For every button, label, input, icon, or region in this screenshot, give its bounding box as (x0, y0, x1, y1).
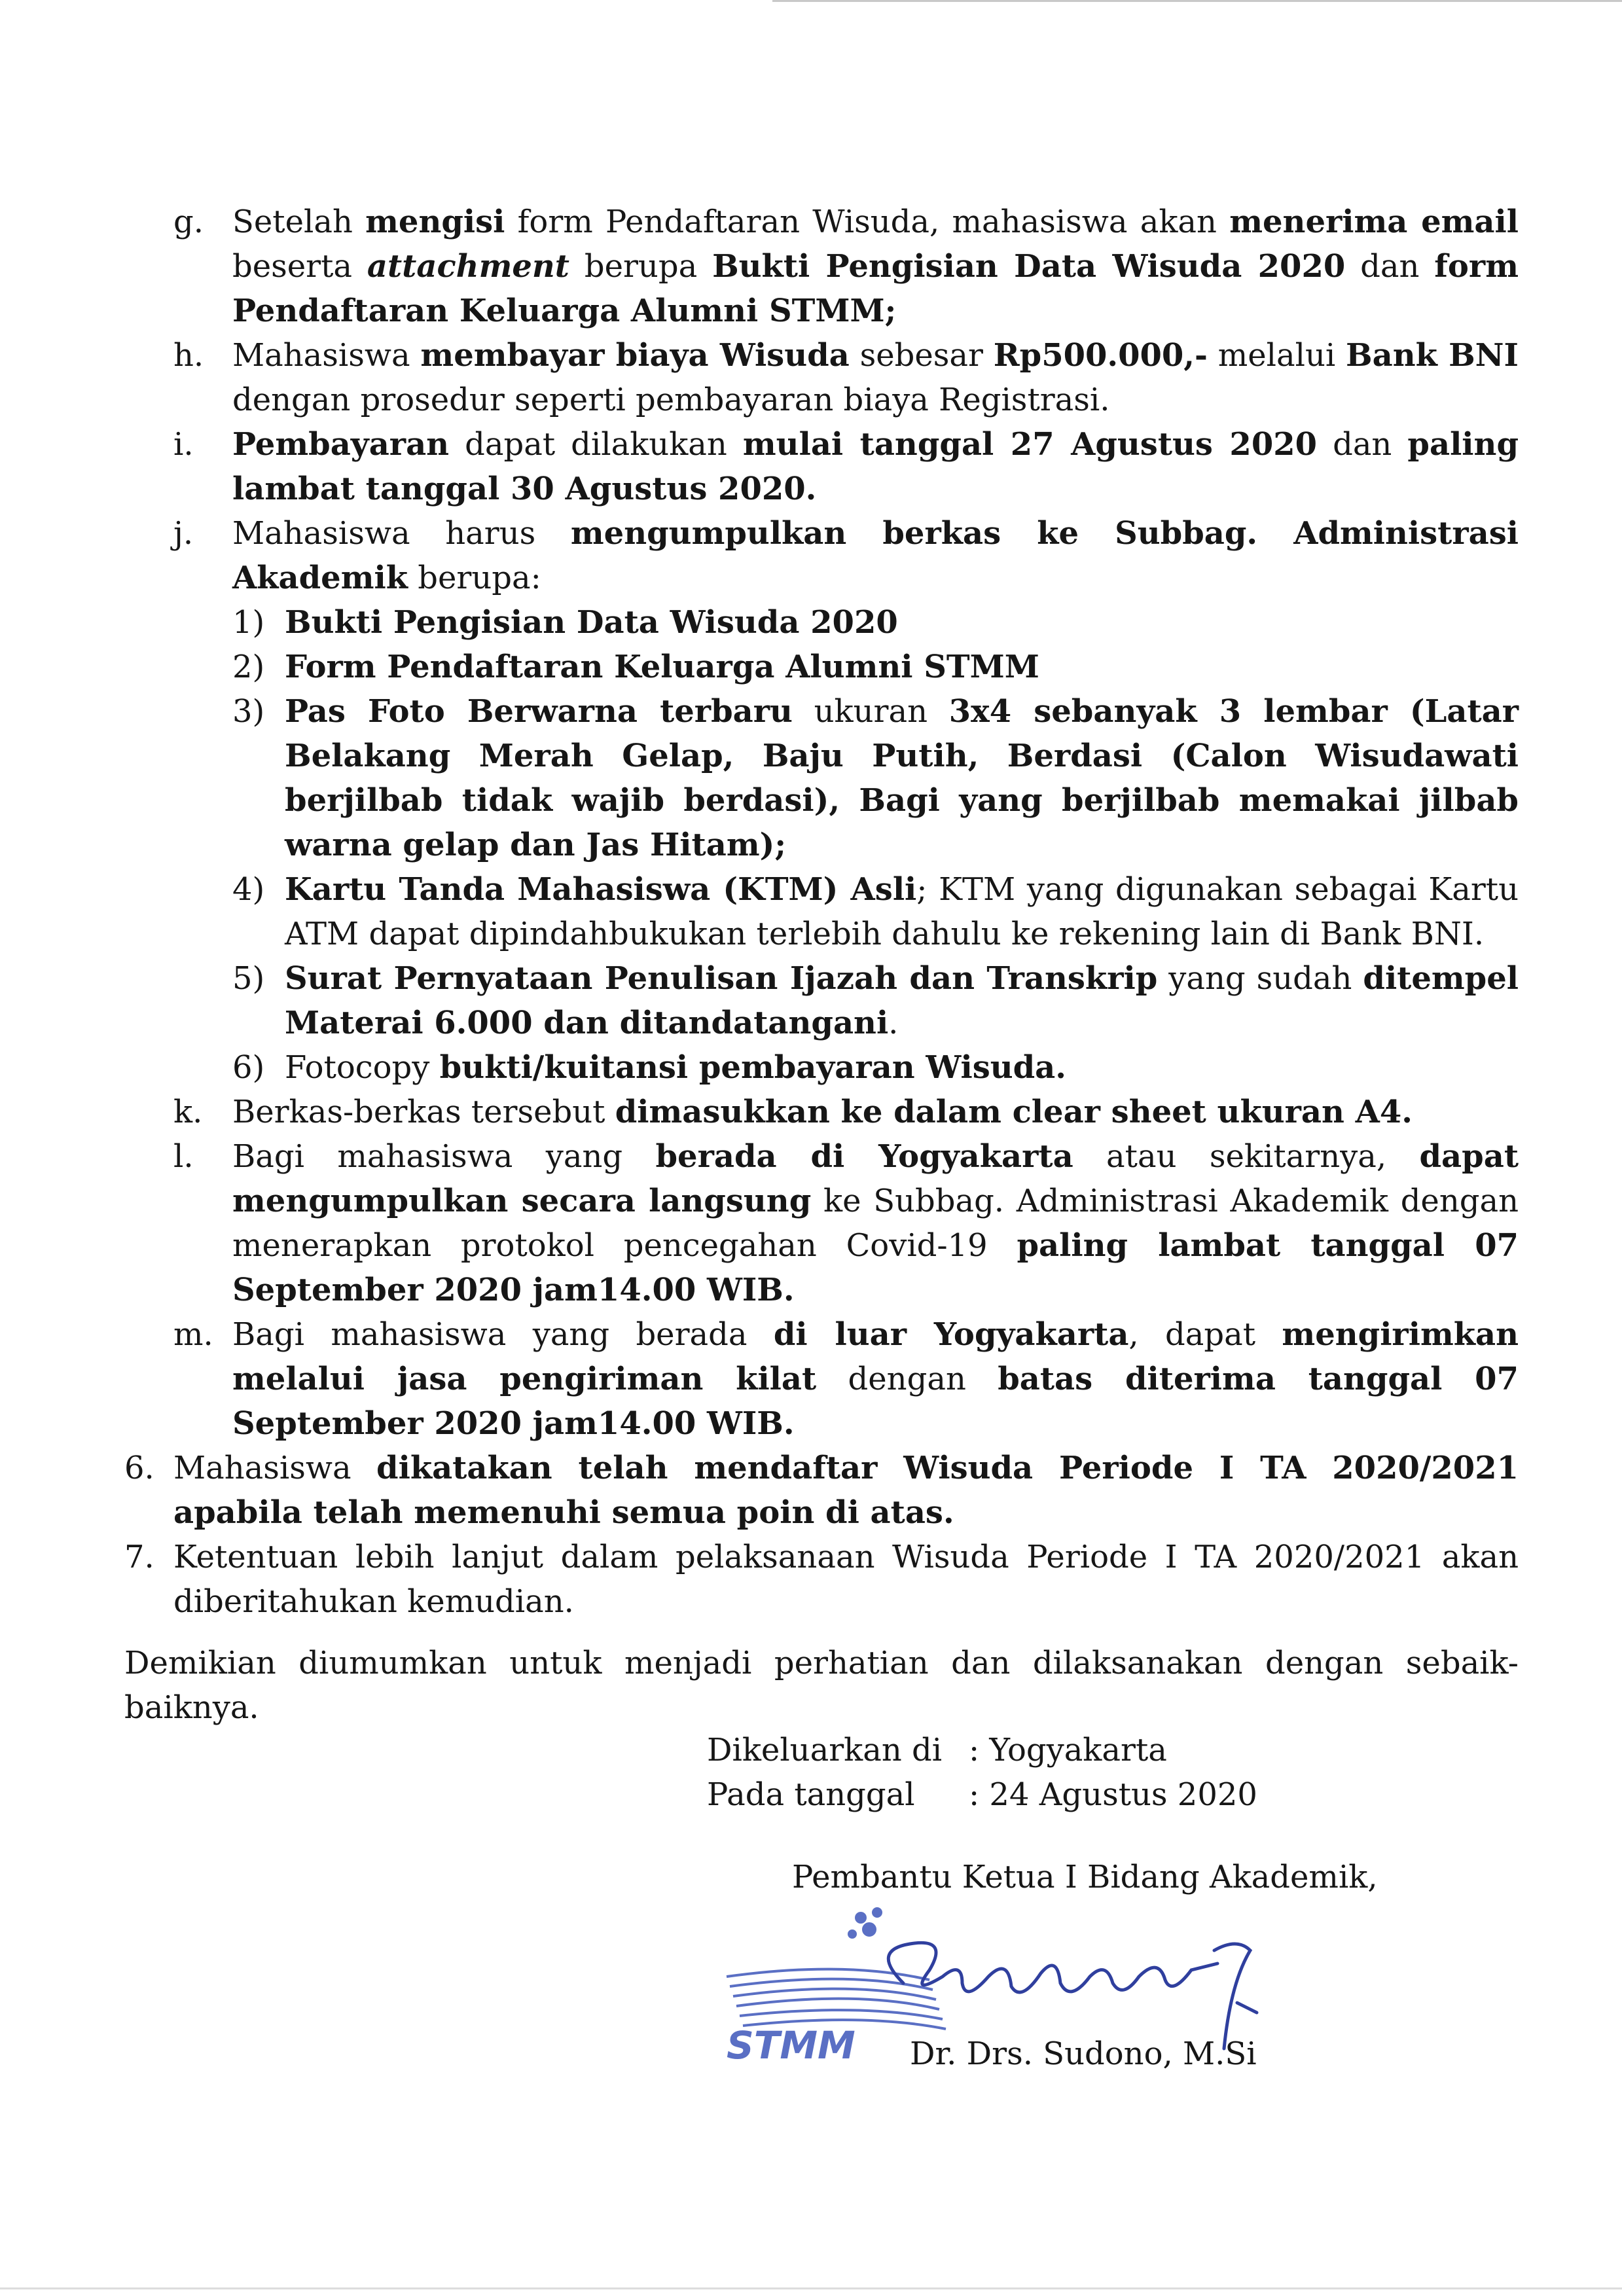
point-marker: 7. (124, 1539, 154, 1575)
list-item-h: h. Mahasiswa membayar biaya Wisuda sebesar Rp500.000,- melalui Bank BNI dengan prosedur seperti pembayaran biaya Registrasi. (124, 333, 1519, 422)
issued-value: : Yogyakarta (969, 1732, 1167, 1768)
list-item-i: i. Pembayaran dapat dilakukan mulai tanggal 27 Agustus 2020 dan paling lambat tanggal 30 Agustus 2020. (124, 422, 1519, 511)
sublist-item-4: 4) Kartu Tanda Mahasiswa (KTM) Asli; KTM yang digunakan sebagai Kartu ATM dapat dipindahbukukan terlebih dahulu ke rekening lain di Bank BNI. (124, 867, 1519, 956)
sublist-item-5: 5) Surat Pernyataan Penulisan Ijazah dan Transkrip yang sudah ditempel Materai 6.000 dan ditandatangani. (124, 956, 1519, 1045)
sublist-marker: 2) (232, 649, 265, 685)
list-item-j: j. Mahasiswa harus mengumpulkan berkas ke Subbag. Administrasi Akademik berupa: (124, 511, 1519, 600)
handwritten-signature (888, 1943, 1257, 2049)
closing-paragraph: Demikian diumumkan untuk menjadi perhatian dan dilaksanakan dengan sebaik-baiknya. (124, 1645, 1519, 1726)
sublist-marker: 5) (232, 960, 265, 997)
sublist-marker: 1) (232, 604, 265, 641)
scan-edge-top (772, 0, 1622, 2)
list-marker: h. (173, 337, 204, 374)
list-item-k: k. Berkas-berkas tersebut dimasukkan ke dalam clear sheet ukuran A4. (124, 1090, 1519, 1134)
stamp-logo (727, 1909, 946, 2029)
list-marker: i. (173, 426, 194, 463)
list-item-l: l. Bagi mahasiswa yang berada di Yogyakarta atau sekitarnya, dapat mengumpulkan secara langsung ke Subbag. Administrasi Akademik dengan menerapkan protokol pencegahan Covid-19 paling lambat tanggal 07 September 2020 jam14.00 WIB. (124, 1134, 1519, 1312)
date-value: : 24 Agustus 2020 (969, 1776, 1257, 1813)
list-marker: l. (173, 1138, 194, 1175)
list-marker: k. (173, 1094, 203, 1130)
sublist-item-2: 2) Form Pendaftaran Keluarga Alumni STMM (124, 645, 1519, 689)
sublist-item-6: 6) Fotocopy bukti/kuitansi pembayaran Wisuda. (124, 1045, 1519, 1090)
list-item-g: g. Setelah mengisi form Pendaftaran Wisuda, mahasiswa akan menerima email beserta attachment berupa Bukti Pengisian Data Wisuda 2020 dan form Pendaftaran Keluarga Alumni STMM; (124, 200, 1519, 333)
point-7: 7. Ketentuan lebih lanjut dalam pelaksanaan Wisuda Periode I TA 2020/2021 akan diberitahukan kemudian. (124, 1535, 1519, 1624)
list-marker: m. (173, 1316, 213, 1353)
sublist-marker: 6) (232, 1049, 265, 1086)
stamp-logo-text: STMM (727, 2023, 856, 2068)
sublist-item-3: 3) Pas Foto Berwarna terbaru ukuran 3x4 sebanyak 3 lembar (Latar Belakang Merah Gelap, Baju Putih, Berdasi (Calon Wisudawati berjilbab tidak wajib berdasi), Bagi yang berjilbab memakai jilbab warna gelap dan Jas Hitam); (124, 689, 1519, 867)
sublist-marker: 3) (232, 693, 265, 730)
issued-label: Dikeluarkan di (707, 1732, 943, 1768)
issued-date-row (707, 1772, 1257, 1817)
list-item-m: m. Bagi mahasiswa yang berada di luar Yogyakarta, dapat mengirimkan melalui jasa pengiriman kilat dengan batas diterima tanggal 07 September 2020 jam14.00 WIB. (124, 1312, 1519, 1446)
issue-details (707, 1728, 1257, 1817)
signatory-name: Dr. Drs. Sudono, M.Si (910, 2036, 1257, 2072)
sublist-item-1: 1) Bukti Pengisian Data Wisuda 2020 (124, 600, 1519, 645)
issued-place-row (707, 1728, 1257, 1772)
announcement-body (124, 200, 1519, 1730)
scan-edge-bottom (0, 2287, 1622, 2289)
list-marker: j. (173, 515, 194, 552)
point-marker: 6. (124, 1450, 154, 1486)
signatory-title: Pembantu Ketua I Bidang Akademik, (792, 1859, 1378, 1895)
list-marker: g. (173, 204, 204, 240)
sublist-marker: 4) (232, 871, 265, 908)
point-6: 6. Mahasiswa dikatakan telah mendaftar Wisuda Periode I TA 2020/2021 apabila telah memenuhi semua poin di atas. (124, 1446, 1519, 1535)
date-label: Pada tanggal (707, 1776, 915, 1813)
